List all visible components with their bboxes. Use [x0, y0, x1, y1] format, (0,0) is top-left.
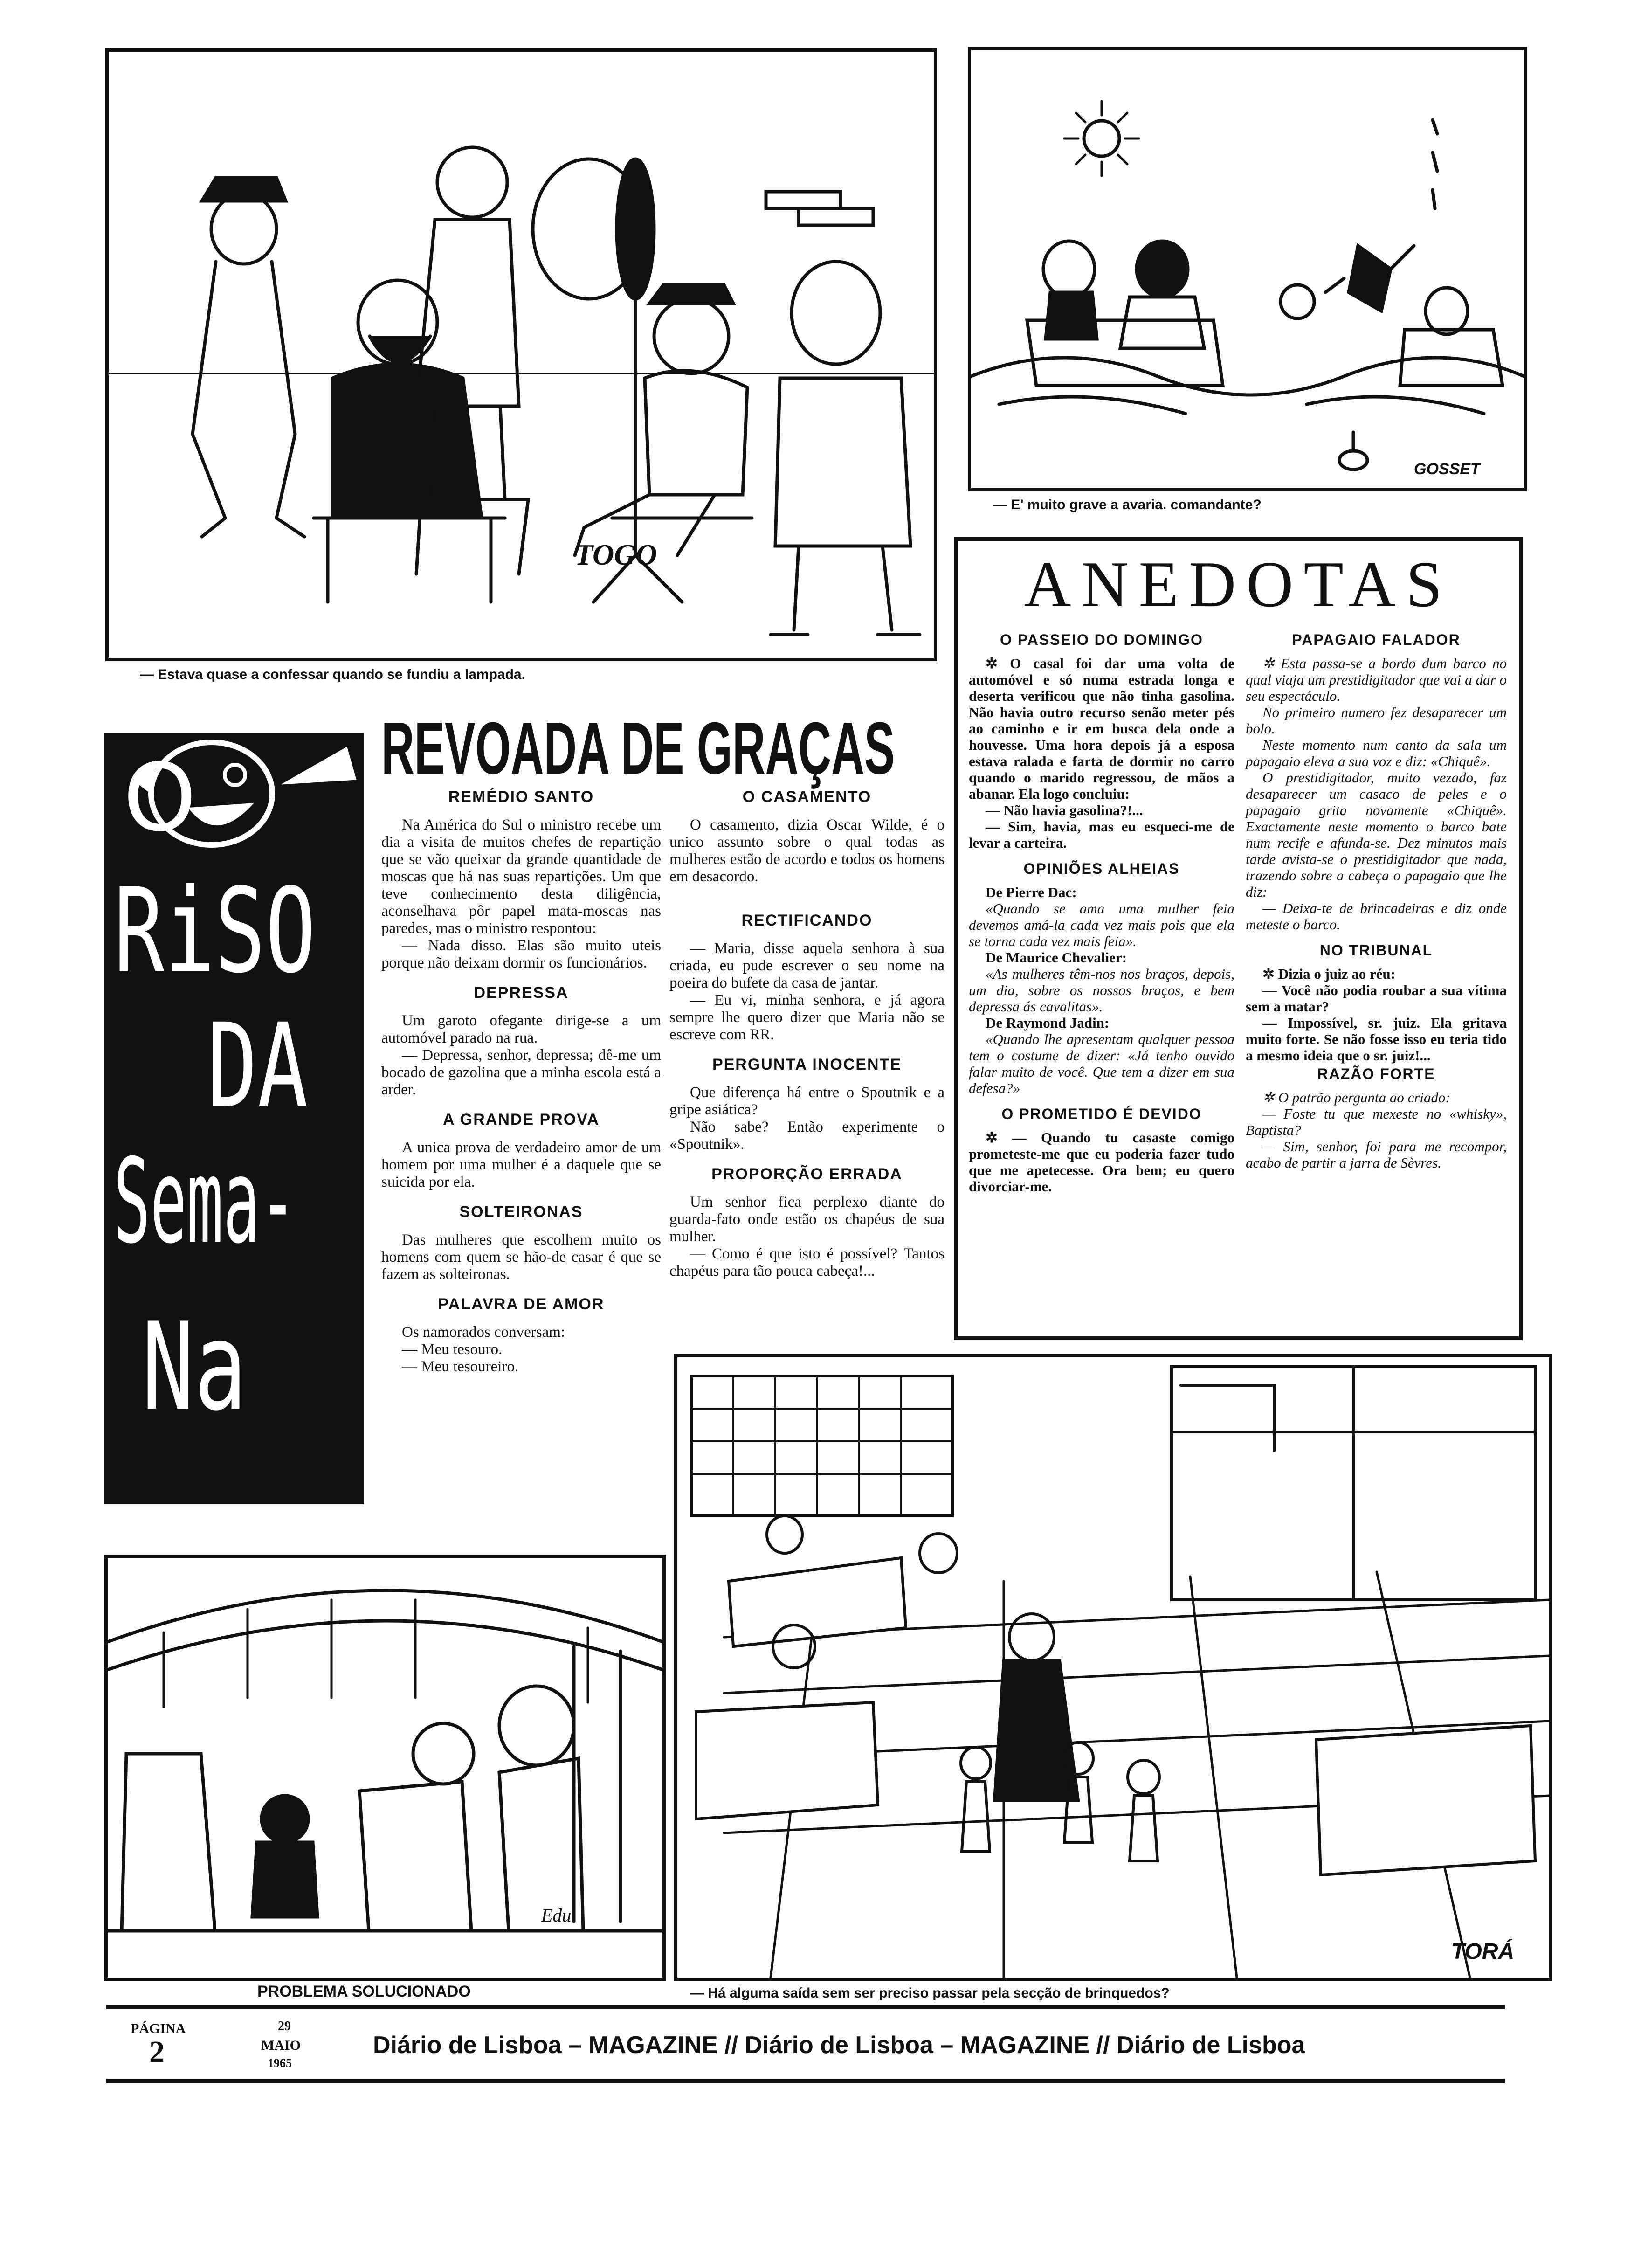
razao-para: — Foste tu que mexeste no «whisky», Baptista? [1246, 1106, 1507, 1138]
tribunal-para: — Você não podia roubar a sua vítima sem a matar? [1246, 982, 1507, 1015]
depressa-para: Um garoto ofegante dirige-se a um automóvel parado na rua. [381, 1012, 661, 1046]
prometido-para: ✲ — Quando tu casaste comigo prometeste-me que eu poderia fazer tudo que me apetecesse. Ora bem; eu quero divorciar-me. [969, 1129, 1234, 1195]
heading-palavra-amor: PALAVRA DE AMOR [438, 1295, 605, 1313]
razao-text [1246, 1089, 1507, 1171]
casamento-para: O casamento, dizia Oscar Wilde, é o unico assunto sobre o qual todas as mulheres estão de acordo e todos os homens em desacordo. [669, 816, 945, 885]
tribunal-text [1246, 966, 1507, 1064]
subway-illustration [108, 1558, 662, 1978]
depressa-para: — Depressa, senhor, depressa; dê-me um bocado de gazolina que a minha escola está a arder. [381, 1047, 661, 1098]
razao-para: ✲ O patrão pergunta ao criado: [1262, 1089, 1450, 1106]
caption-shipwreck: — E' muito grave a avaria. comandante? [993, 497, 1262, 512]
caption-photographer: — Estava quase a confessar quando se fundiu a lampada. [140, 667, 525, 682]
anedotas-col-left [969, 622, 1234, 1195]
heading-grande-prova: A GRANDE PROVA [443, 1111, 600, 1128]
pergunta-text [669, 1084, 945, 1153]
passeio-para: — Não havia gasolina?!... [986, 802, 1143, 818]
remedio-para: Na América do Sul o ministro recebe um dia a visita de muitos chefes de repartição que se vão queixar da grande quantidade de moscas que há nas suas repartições. Um que teve conhecimento desta diligência, aconselhava pôr papel mata-moscas nas paredes, mas o ministro respontou: [381, 816, 661, 937]
heading-opinioes: OPINIÕES ALHEIAS [1023, 860, 1180, 877]
date-year: 1965 [268, 2056, 292, 2070]
cartoon-toystore [674, 1354, 1552, 1981]
depressa-text [381, 1012, 661, 1099]
heading-tribunal: NO TRIBUNAL [1319, 942, 1433, 959]
pergunta-para: Que diferença há entre o Spoutnik e a gripe asiática? [669, 1084, 945, 1118]
anedotas-title: ANEDOTAS [1024, 548, 1453, 621]
palavra-amor-text [381, 1324, 661, 1376]
casamento-text [669, 816, 945, 885]
anedotas-box [954, 537, 1523, 1340]
passeio-text [969, 655, 1234, 851]
revoada-col-left [381, 788, 661, 1376]
cartoon-photographer [105, 48, 937, 661]
solteironas-para: Das mulheres que escolhem muito os homens com quem se hão-de casar é que se fazem as solteironas. [381, 1231, 661, 1283]
date-day: 29 [278, 2019, 291, 2033]
tribunal-para: — Impossível, sr. juiz. Ela gritava muito forte. Se não fosse isso eu teria tido a mesmo ideia que o sr. juiz!... [1246, 1015, 1507, 1064]
heading-rectificando: RECTIFICANDO [741, 912, 873, 929]
proporcao-para: Um senhor fica perplexo diante do guarda-fato onde estão os chapéus de sua mulher. [669, 1194, 945, 1245]
grande-prova-text [381, 1139, 661, 1191]
papagaio-para: O prestidigitador, muito vezado, faz desaparecer um casaco de peles e o papagaio grita novamente «Chiquê». Exactamente neste momento o barco bate num recife e afunda-se. Dez minutos mais tarde avista-se o prestidigitador que nada, trazendo sobre a cabeça o papagaio que lhe diz: [1246, 769, 1507, 900]
cartoon-subway [104, 1555, 666, 1981]
da-word: DA [207, 998, 308, 1134]
heading-depressa: DEPRESSA [474, 984, 569, 1002]
heading-prometido: O PROMETIDO É DEVIDO [1001, 1106, 1202, 1122]
date-month: MAIO [261, 2038, 301, 2053]
rectificando-para: — Eu vi, minha senhora, e já agora sempre lhe quero dizer que Maria não se escreve com RR. [669, 992, 945, 1043]
rectificando-text [669, 940, 945, 1044]
opinion-author: De Raymond Jadin: [986, 1015, 1110, 1031]
cartoon-signature: GOSSET [1414, 460, 1480, 478]
solteironas-text [381, 1231, 661, 1283]
heading-proporcao: PROPORÇÃO ERRADA [711, 1165, 903, 1183]
na-word: Na [142, 1297, 247, 1438]
remedio-text [381, 816, 661, 972]
opinioes-text [969, 884, 1234, 1096]
cartoon-signature: TORÁ [1451, 1939, 1515, 1964]
riso-letter-o: O [123, 744, 197, 852]
proporcao-para: — Como é que isto é possível? Tantos chapéus para tão pouca cabeça!... [669, 1245, 945, 1279]
palavra-amor-para: — Meu tesouro. [402, 1341, 503, 1358]
proporcao-text [669, 1194, 945, 1280]
anedotas-col-right [1246, 622, 1507, 1171]
tribunal-para: ✲ Dizia o juiz ao réu: [1262, 966, 1396, 982]
toystore-illustration [677, 1357, 1549, 1978]
opinion-author: De Maurice Chevalier: [986, 949, 1127, 966]
heading-passeio: O PASSEIO DO DOMINGO [1000, 631, 1203, 648]
sema-word: Sema- [114, 1134, 296, 1269]
papagaio-para: No primeiro numero fez desaparecer um bolo. [1246, 704, 1507, 737]
papagaio-para: Neste momento num canto da sala um papagaio eleva a sua voz e diz: «Chiquê». [1246, 737, 1507, 769]
heading-pergunta: PERGUNTA INOCENTE [712, 1056, 902, 1073]
pergunta-para: Não sabe? Então experimente o «Spoutnik». [669, 1119, 945, 1153]
heading-casamento: O CASAMENTO [742, 788, 872, 806]
caption-toystore: — Há alguma saída sem ser preciso passar pela secção de brinquedos? [690, 1985, 1170, 2001]
riso-word: RiSO [114, 863, 316, 999]
masthead: Diário de Lisboa – MAGAZINE // Diário de Lisboa – MAGAZINE // Diário de Lisboa [373, 2032, 1305, 2059]
opinion-author: De Pierre Dac: [986, 884, 1077, 900]
heading-razao: RAZÃO FORTE [1317, 1065, 1435, 1082]
shipwreck-illustration [971, 50, 1524, 488]
revoada-title: REVOADA DE GRAÇAS [381, 707, 895, 789]
footer-rule-bottom [106, 2079, 1505, 2083]
cartoon-shipwreck [968, 47, 1527, 491]
heading-papagaio: PAPAGAIO FALADOR [1292, 631, 1461, 648]
rectificando-para: — Maria, disse aquela senhora à sua criada, eu pude escrever o seu nome na poeira do bufete da casa de jantar. [669, 940, 945, 991]
opinion-quote: «Quando lhe apresentam qualquer pessoa tem o costume de dizer: «Já tenho ouvido falar muito de você. Que tem a dizer em sua defesa?» [969, 1031, 1234, 1096]
passeio-para: — Sim, havia, mas eu esqueci-me de levar a carteira. [969, 818, 1234, 851]
palavra-amor-para: — Meu tesoureiro. [402, 1358, 519, 1375]
papagaio-para: ✲ Esta passa-se a bordo dum barco no qual viaja um prestidigitador que vai a dar o seu espectáculo. [1246, 655, 1507, 704]
passeio-para: ✲ O casal foi dar uma volta de automóvel e só numa estrada longa e deserta verificou que não tinha gasolina. Não havia outro recurso senão meter pés ao caminho e ir em busca dela onde a houvesse. Uma hora depois já a esposa estava ralada e farta de dormir no carro quando o marido regressou, de mãos a abanar. Ela logo concluiu: [969, 655, 1234, 802]
opinion-quote: «As mulheres têm-nos nos braços, depois, um dia, sobre os nossos braços, e bem depressa ás cavalitas». [969, 966, 1234, 1015]
razao-para: — Sim, senhor, foi para me recompor, acabo de partir a jarra de Sèvres. [1246, 1138, 1507, 1171]
remedio-para: — Nada disso. Elas são muito uteis porque não deixam dormir os funcionários. [381, 937, 661, 971]
grande-prova-para: A unica prova de verdadeiro amor de um homem por uma mulher é a daquele que se suicida por ela. [381, 1139, 661, 1190]
cartoon-signature: TOGO [575, 538, 657, 571]
revoada-col-right [669, 788, 945, 1280]
cartoon-signature: Edu [541, 1905, 572, 1926]
heading-remedio: REMÉDIO SANTO [448, 788, 594, 806]
footer-rule-top [106, 2005, 1505, 2009]
palavra-amor-para: Os namorados conversam: [402, 1324, 565, 1341]
opinion-quote: «Quando se ama uma mulher feia devemos amá-la cada vez mais pois que ela se torna cada vez mais feia». [969, 900, 1234, 949]
heading-solteironas: SOLTEIRONAS [459, 1203, 583, 1221]
photographer-illustration [109, 52, 934, 658]
riso-da-semana-panel [104, 733, 364, 1504]
prometido-text [969, 1129, 1234, 1195]
papagaio-para: — Deixa-te de brincadeiras e diz onde meteste o barco. [1246, 900, 1507, 933]
papagaio-text [1246, 655, 1507, 933]
pagina-label: PÁGINA [131, 2021, 186, 2036]
caption-subway: PROBLEMA SOLUCIONADO [257, 1983, 471, 2000]
pagina-number: 2 [149, 2035, 165, 2069]
